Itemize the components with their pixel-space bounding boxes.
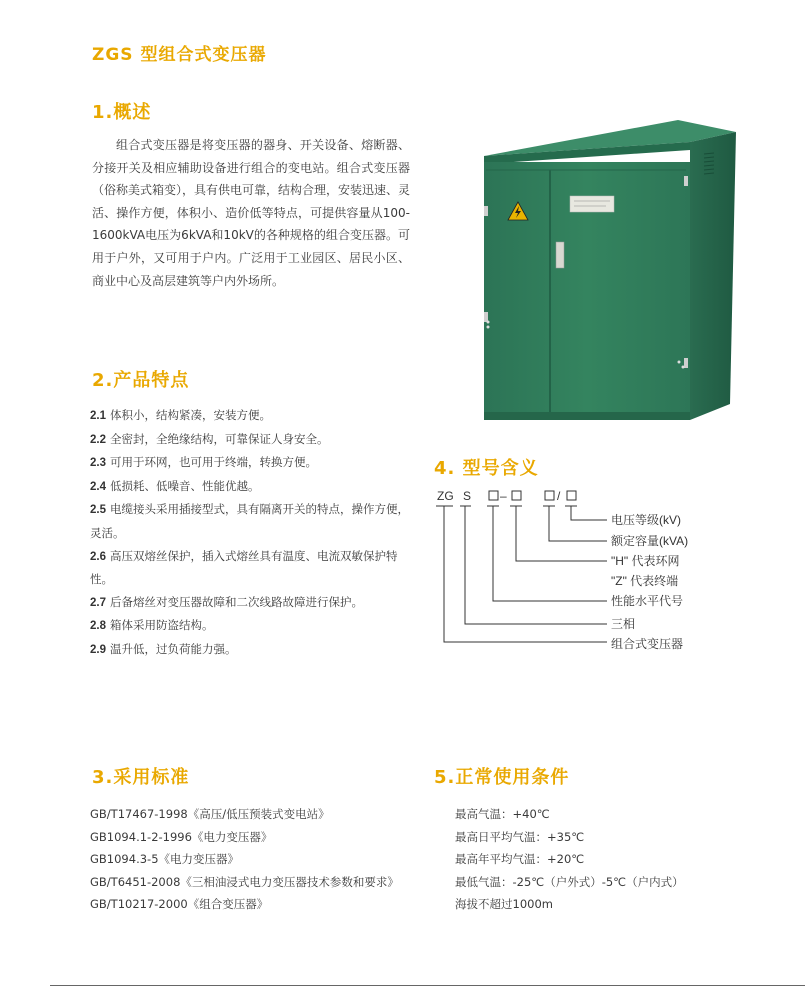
list-item: 2.2 全密封，全绝缘结构，可靠保证人身安全。 xyxy=(90,431,329,446)
overview-text: 组合式变压器是将变压器的器身、开关设备、熔断器、分接开关及相应辅助设备进行组合的变电站。组合式变压器（俗称美式箱变），具有供电可靠，结构合理，安装迅速、灵活、操作方便，体积小、造价低等特点，可提供容量从100-1600kVA电压为6kVA和10kV的各种规格的组合变压器。可用于户外，又可用于户内。广泛用于工业园区、居民小区、商业中心及高层建筑等户内外场所。 xyxy=(92,138,411,288)
label-combined-transformer: 组合式变压器 xyxy=(611,637,684,651)
model-code-diagram xyxy=(433,484,743,659)
list-item: 2.5 电缆接头采用插接型式，具有隔离开关的特点，操作方便，灵活。 xyxy=(90,502,409,540)
list-item: 2.7 后备熔丝对变压器故障和二次线路故障进行保护。 xyxy=(90,594,363,609)
list-item: 海拔不超过1000m xyxy=(455,897,553,912)
code-box-3 xyxy=(545,491,554,500)
page-title: ZGS 型组合式变压器 xyxy=(92,45,267,65)
footer-divider xyxy=(50,985,805,986)
transformer-cabinet-image xyxy=(478,112,740,424)
overview-heading: 1.概述 xyxy=(92,102,152,123)
standards-list xyxy=(90,803,410,916)
code-box-2 xyxy=(512,491,521,500)
list-item: 2.4 低损耗、低噪音、性能优越。 xyxy=(90,478,260,493)
list-item: 2.6 高压双熔丝保护，插入式熔丝具有温度、电流双敏保护特性。 xyxy=(90,548,398,587)
features-list xyxy=(90,404,415,662)
list-item: GB1094.1-2-1996《电力变压器》 xyxy=(90,829,273,844)
list-item: 最高气温：+40℃ xyxy=(455,807,550,821)
list-item: 2.1 体积小，结构紧凑，安装方便。 xyxy=(90,408,271,422)
standards-heading: 3.采用标准 xyxy=(92,767,190,788)
code-dash: – xyxy=(500,489,507,503)
features-heading: 2.产品特点 xyxy=(92,370,190,391)
list-item: 最低气温：-25℃（户外式）-5℃（户内式） xyxy=(455,874,684,889)
list-item: GB/T10217-2000《组合变压器》 xyxy=(90,897,269,912)
code-s: S xyxy=(463,489,472,503)
list-item: 2.9 温升低，过负荷能力强。 xyxy=(90,641,237,656)
label-three-phase: 三相 xyxy=(611,617,636,631)
label-voltage: 电压等级(kV) xyxy=(611,513,681,527)
code-box-1 xyxy=(489,491,498,500)
list-item: GB/T17467-1998《高压/低压预装式变电站》 xyxy=(90,807,330,821)
list-item: 2.3 可用于环网，也可用于终端，转换方便。 xyxy=(90,455,317,470)
list-item: GB1094.3-5《电力变压器》 xyxy=(90,852,240,867)
code-zg: ZG xyxy=(437,489,454,503)
list-item: 最高年平均气温：+20℃ xyxy=(455,852,585,867)
list-item: GB/T6451-2008《三相油浸式电力变压器技术参数和要求》 xyxy=(90,874,399,889)
list-item: 2.8 箱体采用防盗结构。 xyxy=(90,618,214,633)
list-item: 最高日平均气温：+35℃ xyxy=(455,829,585,844)
label-terminal: "Z" 代表终端 xyxy=(611,574,679,588)
code-box-4 xyxy=(567,491,576,500)
model-heading: 4. 型号含义 xyxy=(434,458,539,479)
label-performance: 性能水平代号 xyxy=(611,594,684,608)
conditions-heading: 5.正常使用条件 xyxy=(434,767,570,788)
label-capacity: 额定容量(kVA) xyxy=(611,534,689,548)
label-ring: "H" 代表环网 xyxy=(611,554,680,568)
conditions-list xyxy=(455,803,775,916)
code-slash: / xyxy=(557,489,561,503)
